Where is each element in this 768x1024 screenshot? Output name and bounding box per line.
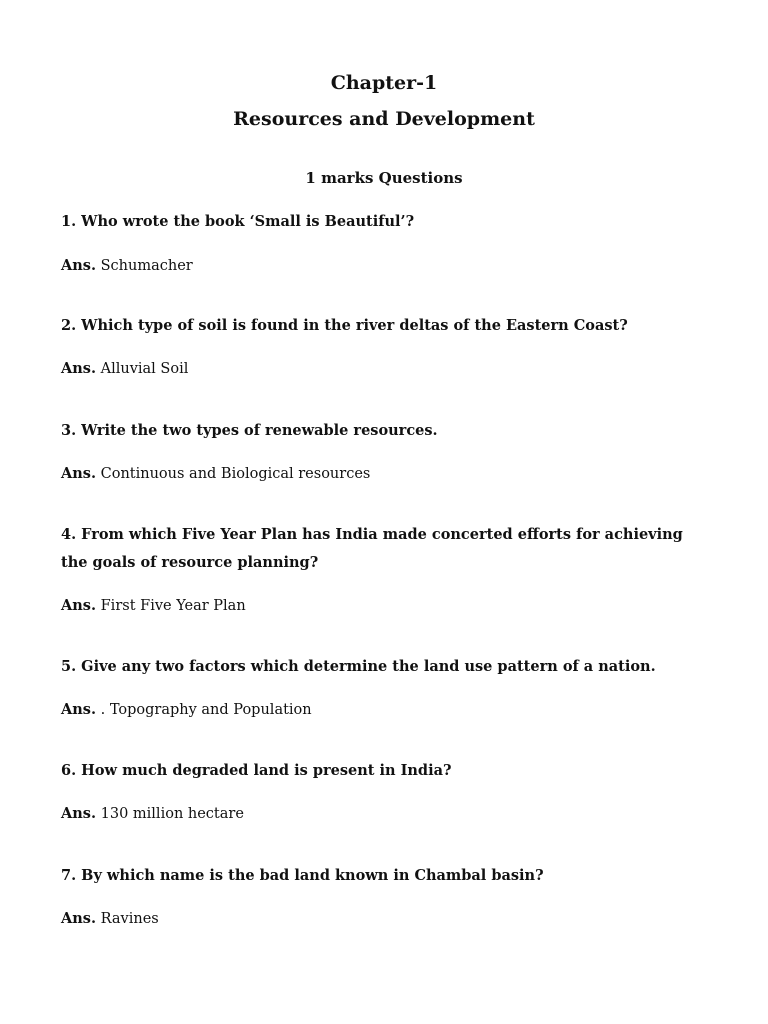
answer-5: [61, 700, 711, 720]
question-7: 7. By which name is the bad land known in Chambal basin?: [61, 867, 544, 884]
chapter-title: Resources and Development: [233, 108, 535, 130]
answer-label: Ans.: [61, 360, 97, 377]
answer-label: Ans.: [61, 910, 97, 927]
answer-4: [61, 596, 711, 616]
answer-label: Ans.: [61, 597, 97, 614]
question-4: 4. From which Five Year Plan has India made concerted efforts for achieving the goals of resource planning?: [61, 526, 683, 571]
answer-1: [61, 256, 711, 276]
answer-text: 130 million hectare: [100, 806, 244, 822]
answer-label: Ans.: [61, 257, 97, 274]
question-2: 2. Which type of soil is found in the river deltas of the Eastern Coast?: [61, 317, 628, 334]
answer-label: Ans.: [61, 805, 97, 822]
answer-label: Ans.: [61, 465, 97, 482]
section-heading: 1 marks Questions: [305, 169, 463, 187]
answer-text: Schumacher: [100, 258, 193, 274]
answer-text: Alluvial Soil: [100, 361, 189, 377]
question-5: 5. Give any two factors which determine the land use pattern of a nation.: [61, 658, 656, 675]
answer-text: Ravines: [100, 911, 159, 927]
answer-label: Ans.: [61, 701, 97, 718]
answer-3: [61, 464, 711, 484]
answer-2: [61, 359, 711, 379]
chapter-heading: Chapter-1: [330, 72, 438, 94]
answer-7: [61, 909, 711, 929]
answer-text: First Five Year Plan: [100, 598, 246, 614]
answer-text: Continuous and Biological resources: [100, 466, 371, 482]
answer-6: [61, 804, 711, 824]
answer-text: . Topography and Population: [100, 702, 312, 718]
question-1: 1. Who wrote the book ‘Small is Beautiful’?: [61, 213, 415, 230]
question-3: 3. Write the two types of renewable resources.: [61, 422, 438, 439]
question-6: 6. How much degraded land is present in India?: [61, 762, 452, 779]
